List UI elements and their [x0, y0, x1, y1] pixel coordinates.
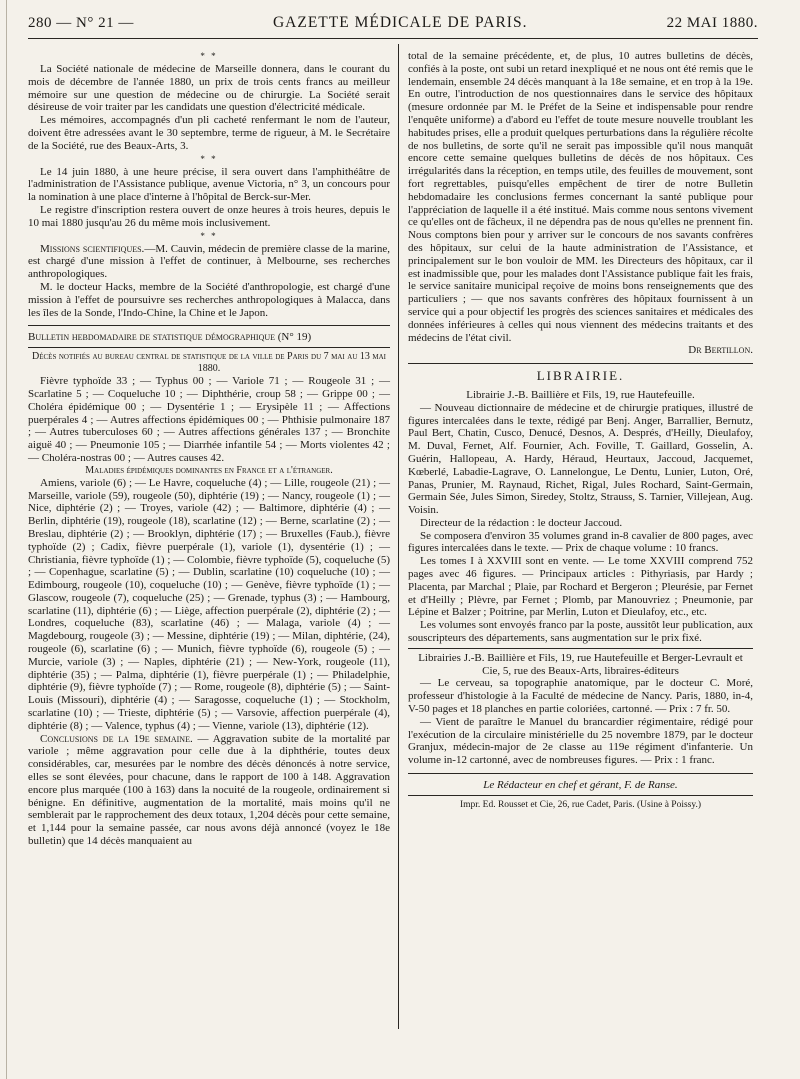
- publishers-heading-2: Librairies J.-B. Baillière et Fils, 19, rue Hautefeuille et Berger-Levrault et Cie, 5, rue des Beaux-Arts, libraires-éditeurs: [418, 651, 743, 677]
- section-rule: [28, 347, 390, 348]
- bulletin-title: Bulletin hebdomadaire de statistique démographique (N° 19): [28, 331, 312, 344]
- conclusions-continued: total de la semaine précédente, et, de plus, 10 autres bulletins de décès, confiés à la poste, ont subi un retard inexpliqué et ne nous ont été remis que le lendemain, ensemble 24 décès manquant à la 18e semaine, et en trop à la 19e. En outre, l'introduction de nos questionnaires dans le service des hôpitaux (mesure ordonnée par M. le Préfet de la Seine et indispensable pour rendre l'enquête uniforme) a d'abord eu l'effet de toute mesure nouvelle troublant les habitudes prises, elle a produit quelques perturbations dans la régulière récolte de nos bulletins, de sorte qu'il ne serait pas impossible qu'il nous manquât encore cette semaine quelques bulletins de décès de nos hôpitaux. Ces irrégularités dans la réception, en temps utile, des feuilles de mouvement, sont fort regrettables, puisqu'elles empêchent de tirer de notre Bulletin hebdomadaire les conclusions fermes concernant la santé publique pour l'appréciation de laquelle il a été institué. Mais comme nous sentons vivement ce qu'elles ont de fâcheux, il ne dépendra pas de nous qu'elles ne prennent fin. Nous comptons bien pour y arriver sur le concours de nos savants confrères des hôpitaux, sur celui de la haute administration de l'Assistance, et principalement sur le bon vouloir de MM. les Directeurs des hôpitaux, car il est inadmissible que, pour les malades dont l'Assistance publique fait les frais, le service sanitaire municipal reçoive de moins bons renseignements que des particuliers ; — que nos savants confrères des hôpitaux fournissent à un service qui a pour objectif les progrès des sciences sanitaires et médicales des données inférieures à celles qui nous viennent des médecins traitants et des médecins de l'état civil.: [408, 50, 753, 344]
- maladies-list: Amiens, variole (6) ; — Le Havre, coqueluche (4) ; — Lille, rougeole (21) ; — Marseille, variole (59), rougeole (50), diphtérie (19) ; — Nancy, rougeole (1) ; — Nice, diphtérie (2) ; — Troyes, variole (42) ; — Baltimore, diphtérie (4) ; — Berlin, diphtérie (19), rougeole (18), scarlatine (12) ; — Berne, scarlatine (2) ; — Breslau, diphtérie (2) ; — Brooklyn, diphtérie (17) ; — Bruxelles (Faub.), fièvre typhoïde (2) ; Cadix, fièvre puerpérale (1), variole (1), dysentérie (1) ; — Christiania, fièvre typhoïde (1) ; — Colombie, fièvre typhoïde (5), coqueluche (5) ; — Copenhague, scarlatine (5) ; — Dublin, scarlatine (10) coqueluche (10) ; — Edimbourg, rougeole (10), coqueluche (10) ; — Genève, fièvre typhoïde (1) ; — Glascow, rougeole (7), coqueluche (25) ; — Grenade, typhus (3) ; — Hambourg, scarlatine (11), diphtérie (6) ; — Liège, affection puerpérale (2), diphtérie (2) ; — Londres, coqueluche (83), scarlatine (46) ; — Malaga, variole (4) ; — Magdebourg, rougeole (3) ; — Messine, diphtérie (19) ; — Milan, diphtérie, (24), rougeole (6), scarlatine (6) ; — Munich, fièvre typhoïde (6), rougeole (5) ; — Murcie, variole (3) ; — Naples, diphtérie (21) ; — New-York, rougeole (11), diphtérie (35) ; — Palma, diphtérie (1), fièvre puerpérale (1) ; — Philadelphie, diphtérie (9), fièvre typhoïde (7) ; — Rome, rougeole (8), diphtérie (5) ; — Saint-Louis (Missouri), diphtérie (4) ; — Saragosse, coqueluche (1) ; — Stockholm, scarlatine (10) ; — Trieste, diphtérie (5) ; — Varsovie, affection puerpérale (4), diphtérie (8) ; — Valence, typhus (4) ; — Vienne, variole (13), diphtérie (12).: [28, 476, 390, 732]
- section-rule: [28, 325, 390, 326]
- hacks-paragraph: M. le docteur Hacks, membre de la Société d'anthropologie, est chargé d'une mission à l'effet de poursuivre ses recherches anthropologiques à Malacca, dans les îles de la Sonde, l'Indo-Chine, la Chine et le Japon.: [28, 280, 390, 319]
- header-rule: [28, 38, 758, 39]
- conclusions-heading: Conclusions de la 19e semaine.: [40, 732, 193, 745]
- envoi-paragraph: Les volumes sont envoyés franco par la poste, aussitôt leur publication, aux souscripteurs des départements, sans augmentation sur le prix fixé.: [408, 619, 753, 645]
- section-stars: * *: [200, 153, 218, 164]
- deces-heading: Décès notifiés au bureau central de statistique de la ville de Paris du 7 mai au 13 mai 1880.: [32, 351, 386, 375]
- deces-list: Fièvre typhoïde 33 ; — Typhus 00 ; — Variole 71 ; — Rougeole 31 ; — Scarlatine 5 ; — Coqueluche 10 ; — Diphthérie, croup 58 ; — Grippe 00 ; — Choléra épidémique 00 ; — Dysentérie 1 ; — Erysipèle 11 ; — Affections puerpérales 4 ; — Autres affections épidémiques 00 ; — Phthisie pulmonaire 187 ; — Autres tuberculoses 60 ; — Autres affections générales 137 ; — Bronchite aiguë 40 ; — Pneumonie 105 ; — Diarrhée infantile 54 ; — Morts violentes 42 ; — Choléra-nostras 00 ; — Autres causes 42.: [28, 375, 390, 464]
- dictionnaire-paragraph: — Nouveau dictionnaire de médecine et de chirurgie pratiques, illustré de figures intercalées dans le texte, rédigé par Benj. Anger, Barrallier, Bernutz, Paul Bert, Chatin, Cusco, Denucé, Desnos, A. Després, d'Heilly, Dieulafoy, M. Duval, Fernet, Alf. Fournier, Ach. Foville, T. Gaillard, Gosselin, A. Guérin, Hallopeau, A. Hardy, Héraud, Heurtaux, Jaccoud, Jacquemet, Kœberlé, Labadie-Lagrave, O. Lannelongue, Le Dentu, Lunier, Luton, Oré, Panas, Prunier, M. Raynaud, Richet, Rigal, Jules Rochard, Saint-Germain, Germain Sée, Jules Simon, Siredey, Stoltz, Strauss, S. Tarnier, Villejean, Aug. Voisin.: [408, 401, 753, 517]
- marseille-prize-paragraph: La Société nationale de médecine de Marseille donnera, dans le courant du mois de décembre de l'année 1880, un prix de trois cents francs au meilleur mémoire sur une question de médecine ou de chirurgie. La Société serait désireuse de voir traiter par les candidats une question d'électricité médicale.: [28, 63, 390, 114]
- left-column: [28, 50, 390, 848]
- volumes-paragraph: Se composera d'environ 35 volumes grand in-8 cavalier de 800 pages, avec figures intercalées dans le texte. — Prix de chaque volume : 10 francs.: [408, 529, 753, 555]
- directeur-paragraph: Directeur de la rédaction : le docteur Jaccoud.: [420, 516, 623, 529]
- registre-paragraph: Le registre d'inscription restera ouvert de onze heures à trois heures, depuis le 10 mai 1880 jusqu'au 26 du même mois inclusivement.: [28, 203, 390, 229]
- librairie-heading: LIBRAIRIE.: [536, 368, 625, 384]
- missions-paragraph: [28, 243, 390, 281]
- signature: Dr Bertillon.: [688, 344, 753, 357]
- section-rule: [408, 363, 753, 364]
- section-stars: * *: [200, 51, 218, 61]
- memoirs-paragraph: Les mémoires, accompagnés d'un pli cacheté renfermant le nom de l'auteur, doivent être adressées avant le 30 septembre, terme de rigueur, à M. le Secrétaire de la Société, rue des Beaux-Arts, 3.: [28, 114, 390, 152]
- issue-date: 22 MAI 1880.: [666, 15, 758, 31]
- missions-heading: Missions scientifiques.: [40, 242, 145, 255]
- section-rule: [408, 795, 753, 796]
- editor-line: Le Rédacteur en chef et gérant, F. de Ranse.: [483, 779, 678, 792]
- concours-paragraph: Le 14 juin 1880, à une heure précise, il sera ouvert dans l'amphithéâtre de l'administration de l'Assistance publique, avenue Victoria, n° 3, un concours pour la nomination à une place d'interne à l'hôpital de Berck-sur-Mer.: [28, 165, 390, 204]
- section-stars: * *: [200, 230, 218, 241]
- missions-text: —M. Cauvin, médecin de première classe de la marine, est chargé d'une mission à l'effet de continuer, à Melbourne, ses recherches anthropologiques.: [28, 242, 390, 281]
- publisher-heading: Librairie J.-B. Baillière et Fils, 19, rue Hautefeuille.: [466, 388, 695, 401]
- section-rule: [408, 773, 753, 774]
- journal-title: GAZETTE MÉDICALE DE PARIS.: [272, 14, 528, 31]
- cerveau-paragraph: — Le cerveau, sa topographie anatomique, par le docteur C. Moré, professeur d'histologie à la Faculté de médecine de Nancy. Paris, 1880, in-4, V-50 pages et 18 planches en partie coloriées, cartonné. — Prix : 7 fr. 50.: [408, 677, 753, 716]
- manuel-paragraph: — Vient de paraître le Manuel du brancardier régimentaire, rédigé pour l'exécution de la circulaire ministérielle du 25 novembre 1879, par le docteur Granjux, médecin-major de 2e classe au 119e régiment d'infanterie. Un volume in-12 cartonné, avec de nombreuses figures. — Prix : 1 franc.: [408, 715, 753, 767]
- imprint-line: Impr. Ed. Rousset et Cie, 26, rue Cadet, Paris. (Usine à Poissy.): [459, 799, 702, 810]
- right-column: [408, 50, 753, 812]
- conclusions-text: — Aggravation subite de la mortalité par variole ; même aggravation pour celle due à la diphthérie, toutes deux considérables, car, mesurées par le nombre des décès dénoncés à notre service, elles se sont élevées, pour chacune, dans le rapport de 100 à 148. Aggravation encore plus marquée (100 à 163) dans la nocuité de la rougeole, ordinairement si bénigne. En définitive, augmentation de la mortalité, mais moins qu'il ne semblerait par le rapprochement des deux totaux, 1,204 décès pour cette semaine, et 1,144 pour la semaine passée, car nous avons déjà annoncé (voyez le 18e bulletin) que 14 décès manquaient au: [28, 732, 391, 848]
- page-number: 280 — N° 21 —: [28, 15, 134, 31]
- section-rule: [408, 648, 753, 649]
- tomes-paragraph: Les tomes I à XXVIII sont en vente. — Le tome XXVIII comprend 752 pages avec 46 figures. — Principaux articles : Pithyriasis, par Hardy ; Placenta, par Marchal ; Plaie, par Rochard et Bergeron ; Pleurésie, par Fernet et d'Heilly ; Plèvre, par Fernet ; Plomb, par Manouvriez ; Pneumonie, par Lépine et Balzer ; Poitrine, par Merlin, Luton et Dieulafoy, etc., etc.: [408, 555, 753, 619]
- maladies-heading: Maladies épidémiques dominantes en France et a l'étranger.: [85, 464, 333, 476]
- page-header: [28, 14, 758, 36]
- column-divider: [398, 44, 399, 1029]
- page-fold-line: [6, 0, 7, 1079]
- conclusions-paragraph: [28, 733, 390, 848]
